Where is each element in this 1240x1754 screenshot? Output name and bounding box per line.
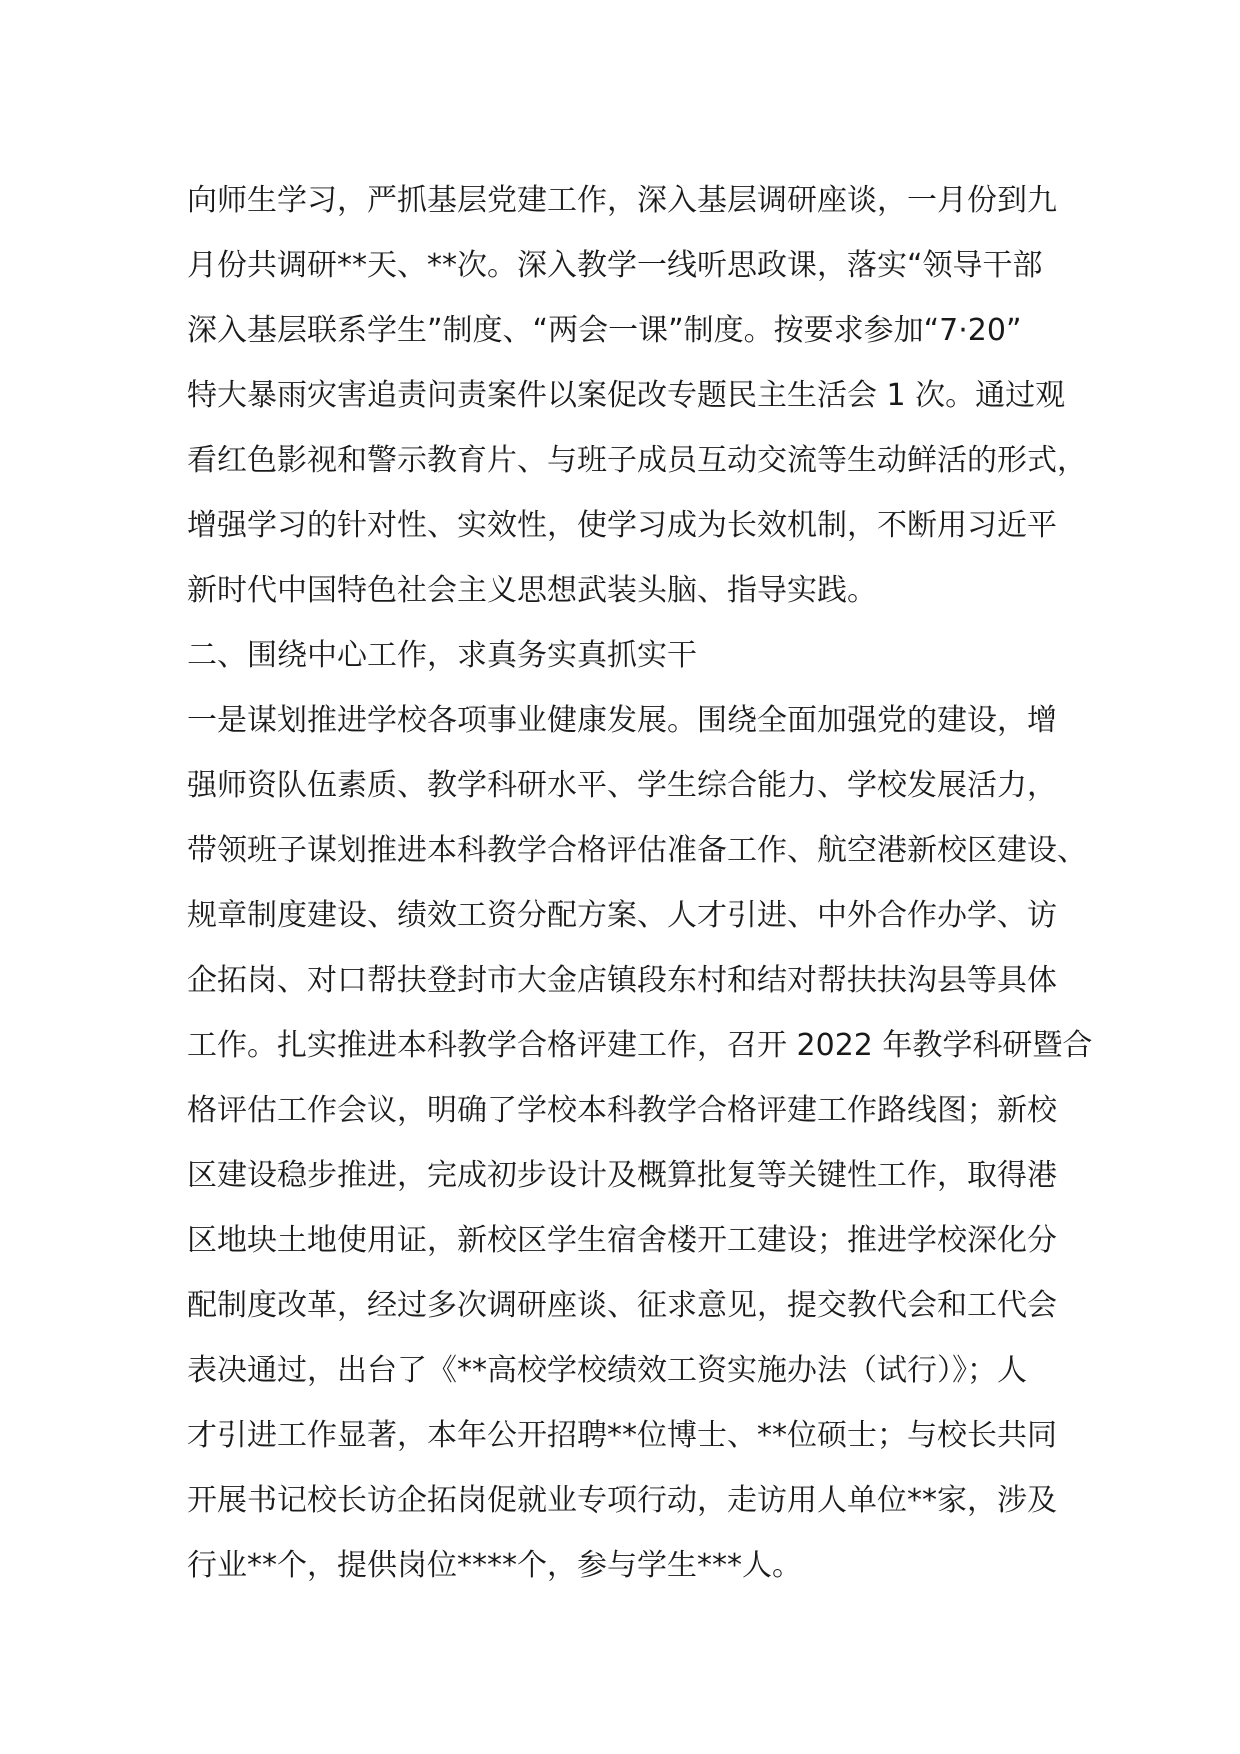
- text-line: 特大暴雨灾害追责问责案件以案促改专题民主生活会 1 次。通过观: [187, 378, 1066, 413]
- text-line: 企拓岗、对口帮扶登封市大金店镇段东村和结对帮扶扶沟县等具体: [187, 963, 1057, 998]
- text-line: 格评估工作会议，明确了学校本科教学合格评建工作路线图；新校: [187, 1093, 1057, 1128]
- text-line: 新时代中国特色社会主义思想武装头脑、指导实践。: [187, 573, 877, 608]
- text-line: 开展书记校长访企拓岗促就业专项行动，走访用人单位**家，涉及: [187, 1483, 1057, 1518]
- text-line: 向师生学习，严抓基层党建工作，深入基层调研座谈，一月份到九: [187, 183, 1057, 218]
- text-line: 带领班子谋划推进本科教学合格评估准备工作、航空港新校区建设、: [187, 833, 1087, 868]
- text-line: 区建设稳步推进，完成初步设计及概算批复等关键性工作，取得港: [187, 1158, 1057, 1193]
- text-line: 才引进工作显著，本年公开招聘**位博士、**位硕士；与校长共同: [187, 1418, 1057, 1453]
- section-heading: 二、围绕中心工作，求真务实真抓实干: [187, 638, 697, 673]
- text-line: 配制度改革，经过多次调研座谈、征求意见，提交教代会和工代会: [187, 1288, 1057, 1323]
- document-body: [187, 168, 1093, 1598]
- text-line: 行业**个，提供岗位****个，参与学生***人。: [187, 1548, 802, 1583]
- text-line: 区地块土地使用证，新校区学生宿舍楼开工建设；推进学校深化分: [187, 1223, 1057, 1258]
- text-line: 工作。扎实推进本科教学合格评建工作，召开 2022 年教学科研暨合: [187, 1028, 1093, 1063]
- text-line: 月份共调研**天、**次。深入教学一线听思政课，落实“领导干部: [187, 248, 1043, 283]
- text-line: 增强学习的针对性、实效性，使学习成为长效机制，不断用习近平: [187, 508, 1057, 543]
- text-line: 看红色影视和警示教育片、与班子成员互动交流等生动鲜活的形式，: [187, 443, 1087, 478]
- text-line: 强师资队伍素质、教学科研水平、学生综合能力、学校发展活力，: [187, 768, 1057, 803]
- text-line: 深入基层联系学生”制度、“两会一课”制度。按要求参加“7·20”: [187, 313, 1022, 348]
- text-line: 表决通过，出台了《**高校学校绩效工资实施办法（试行）》；人: [187, 1353, 1027, 1388]
- text-line: 一是谋划推进学校各项事业健康发展。围绕全面加强党的建设，增: [187, 703, 1057, 738]
- text-line: 规章制度建设、绩效工资分配方案、人才引进、中外合作办学、访: [187, 898, 1057, 933]
